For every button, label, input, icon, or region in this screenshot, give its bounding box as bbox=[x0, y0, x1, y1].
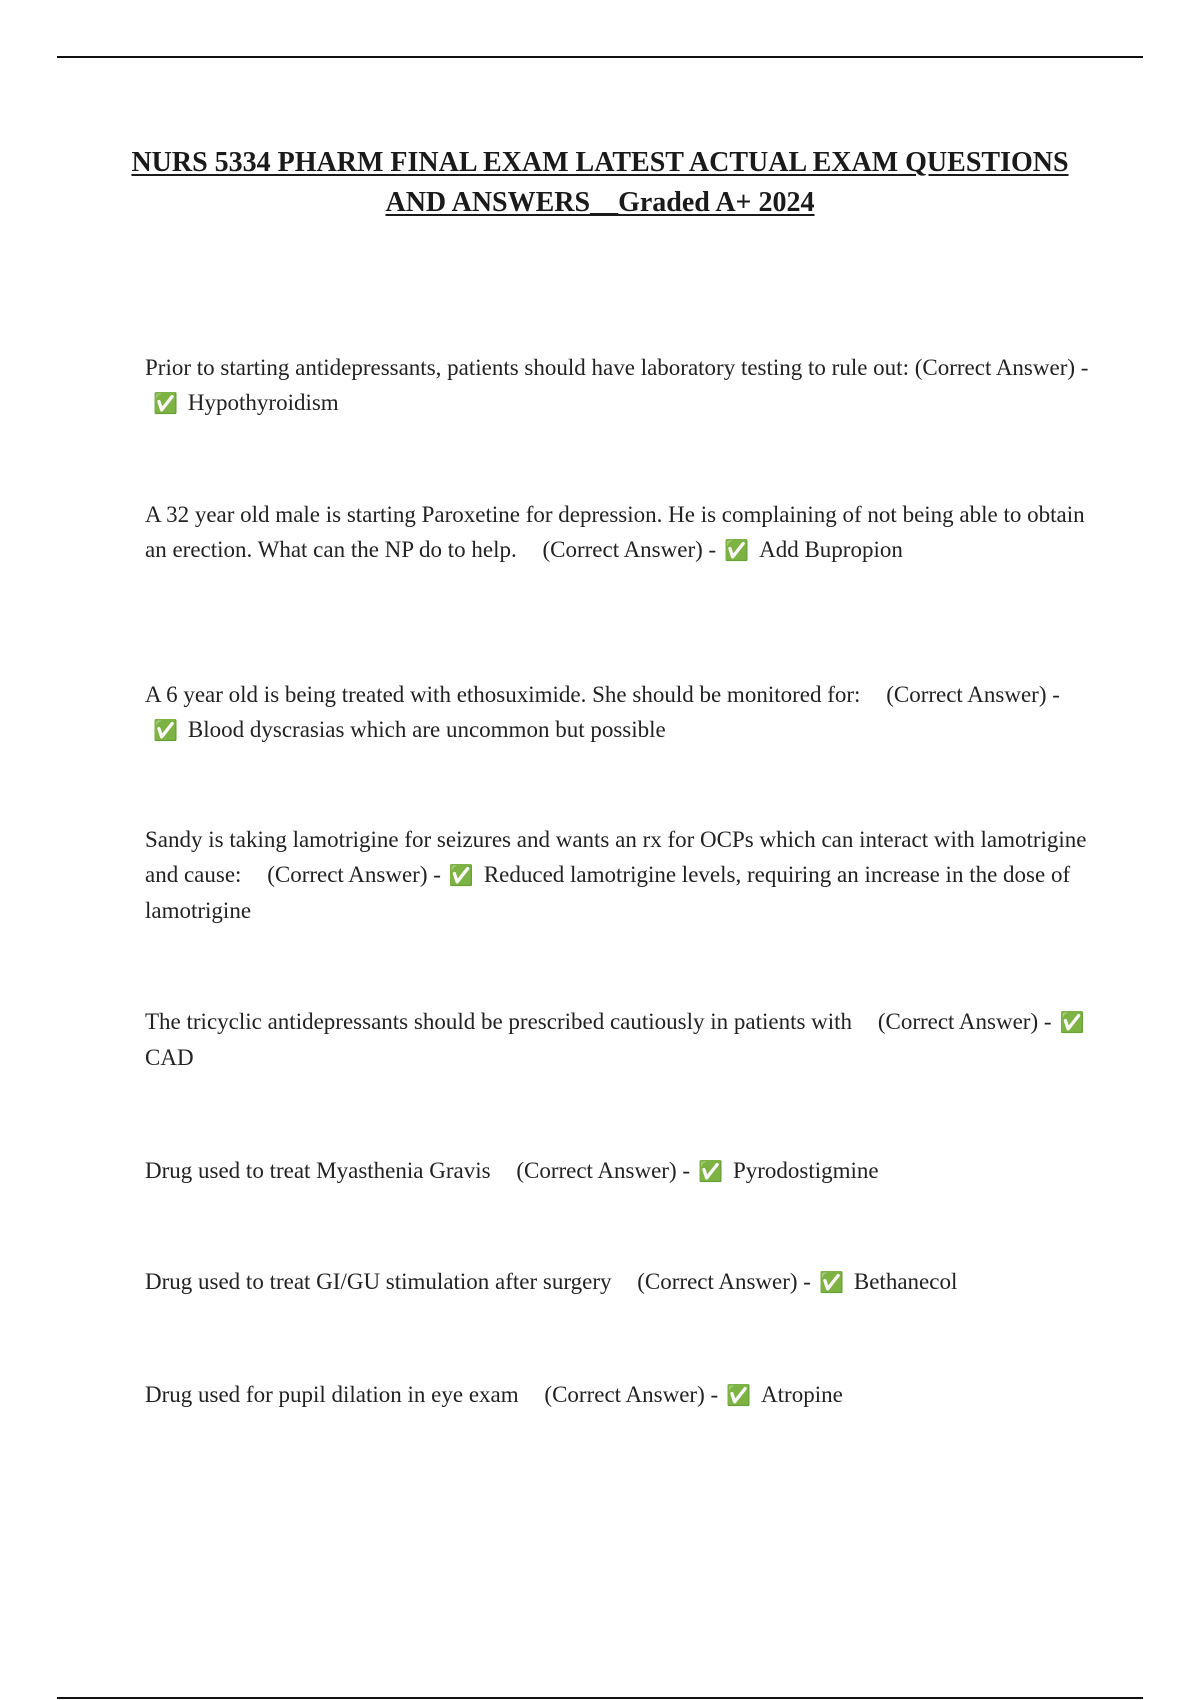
check-mark-icon: ✅ bbox=[726, 1383, 752, 1407]
qa-item-7 bbox=[145, 1264, 1095, 1300]
title-line-2: AND ANSWERS__Graded A+ 2024 bbox=[385, 187, 815, 218]
question-text: A 32 year old male is starting Paroxetine for depression. He is complaining of not being able to obtain an erection. What can the NP do to help. bbox=[145, 502, 1085, 562]
answer-label: (Correct Answer) - bbox=[914, 355, 1089, 380]
answer-label: (Correct Answer) - bbox=[877, 1009, 1052, 1034]
answer-text: Blood dyscrasias which are uncommon but possible bbox=[187, 717, 666, 742]
answer-text: CAD bbox=[145, 1045, 194, 1070]
qa-item-1 bbox=[145, 350, 1095, 421]
question-text: Prior to starting antidepressants, patients should have laboratory testing to rule out: bbox=[145, 355, 909, 380]
answer-label: (Correct Answer) - bbox=[886, 682, 1060, 707]
answer-text: Atropine bbox=[761, 1382, 843, 1407]
question-text: A 6 year old is being treated with ethosuximide. She should be monitored for: bbox=[145, 682, 861, 707]
qa-item-6 bbox=[145, 1153, 1095, 1189]
check-mark-icon: ✅ bbox=[153, 718, 178, 742]
check-mark-icon: ✅ bbox=[448, 863, 474, 887]
qa-item-4 bbox=[145, 822, 1095, 928]
question-text: Drug used to treat Myasthenia Gravis bbox=[145, 1158, 491, 1183]
top-divider bbox=[57, 56, 1143, 58]
question-text: Sandy is taking lamotrigine for seizures and wants an rx for OCPs which can interact with lamotrigine and cause: bbox=[145, 827, 1087, 887]
qa-item-5 bbox=[145, 1004, 1095, 1075]
answer-label: (Correct Answer) - bbox=[542, 537, 717, 562]
question-text: Drug used for pupil dilation in eye exam bbox=[145, 1382, 519, 1407]
answer-text: Hypothyroidism bbox=[187, 390, 339, 415]
answer-text: Pyrodostigmine bbox=[732, 1158, 879, 1183]
answer-label: (Correct Answer) - bbox=[516, 1158, 691, 1183]
answer-label: (Correct Answer) - bbox=[544, 1382, 719, 1407]
question-text: The tricyclic antidepressants should be prescribed cautiously in patients with bbox=[145, 1009, 853, 1034]
answer-label: (Correct Answer) - bbox=[637, 1269, 811, 1294]
document-title bbox=[100, 143, 1100, 223]
answer-text: Bethanecol bbox=[853, 1269, 958, 1294]
check-mark-icon: ✅ bbox=[724, 538, 750, 562]
check-mark-icon: ✅ bbox=[1059, 1010, 1085, 1034]
qa-item-8 bbox=[145, 1377, 1095, 1413]
question-text: Drug used to treat GI/GU stimulation after surgery bbox=[145, 1269, 612, 1294]
qa-item-2 bbox=[145, 497, 1095, 568]
title-line-1: NURS 5334 PHARM FINAL EXAM LATEST ACTUAL EXAM QUESTIONS bbox=[131, 147, 1069, 178]
check-mark-icon: ✅ bbox=[698, 1159, 723, 1183]
check-mark-icon: ✅ bbox=[818, 1270, 844, 1294]
check-mark-icon: ✅ bbox=[153, 391, 178, 415]
answer-label: (Correct Answer) - bbox=[267, 862, 441, 887]
answer-text: Reduced lamotrigine levels, requiring an increase in the dose of lamotrigine bbox=[145, 862, 1071, 923]
qa-item-3 bbox=[145, 677, 1095, 748]
answer-text: Add Bupropion bbox=[759, 537, 903, 562]
bottom-divider bbox=[57, 1697, 1143, 1699]
